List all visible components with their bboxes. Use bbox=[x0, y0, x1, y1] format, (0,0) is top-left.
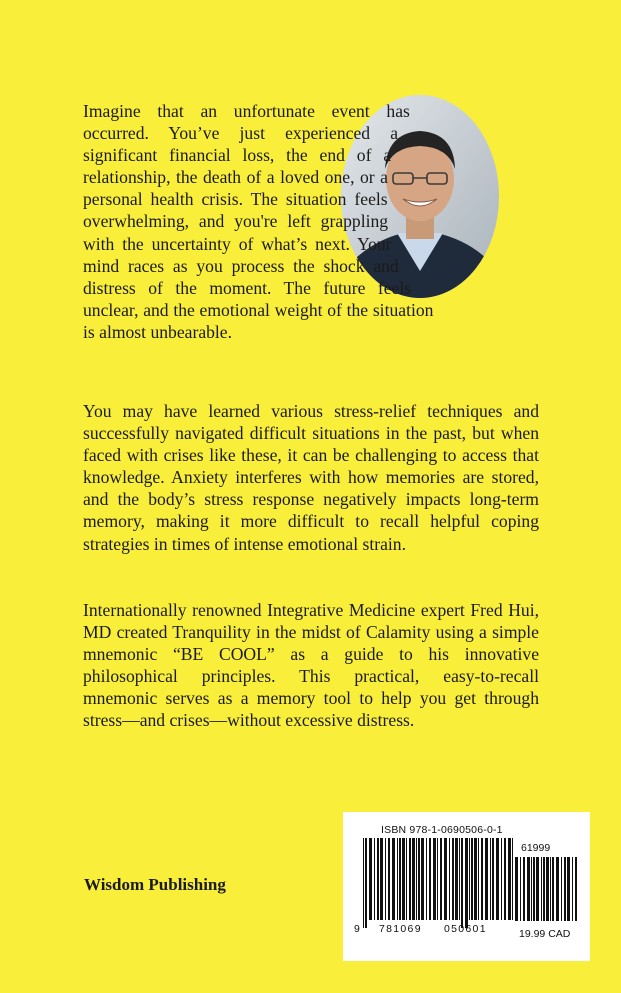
barcode-bar bbox=[567, 857, 570, 921]
blurb-paragraph bbox=[83, 599, 539, 732]
barcode-bar bbox=[440, 838, 442, 920]
blurb-paragraph bbox=[83, 100, 539, 343]
barcode-bar bbox=[575, 857, 577, 921]
barcode-bar bbox=[572, 857, 573, 921]
blurb-paragraph-3-text: Internationally renowned Integrative Medicine expert Fred Hui, MD created Tranquility in the midst of Calamity using a simple mnemonic “BE COOL” as a guide to his innovative philosophical principles. This practical, easy-to-recall mnemonic serves as a memory tool to help you get through stress—and crises—without excessive distress. bbox=[83, 600, 539, 731]
isbn-barcode bbox=[343, 812, 590, 961]
barcode-bar bbox=[471, 838, 473, 920]
barcode-bar bbox=[426, 838, 427, 920]
barcode-bar bbox=[433, 838, 436, 920]
barcode-bar bbox=[449, 838, 450, 920]
barcode-digits-right: 050601 bbox=[444, 923, 487, 935]
barcode-bar bbox=[492, 838, 494, 920]
barcode-bar bbox=[465, 838, 468, 928]
barcode-bar bbox=[444, 838, 447, 920]
barcode-bar bbox=[429, 838, 431, 920]
barcode-bar bbox=[474, 838, 477, 920]
barcode-bar bbox=[380, 838, 383, 920]
barcode-bar bbox=[541, 857, 542, 921]
barcode-bar bbox=[550, 857, 551, 921]
barcode-bar bbox=[490, 838, 491, 920]
barcode-bar bbox=[392, 838, 395, 920]
barcode-bar bbox=[543, 857, 545, 921]
barcode-bars bbox=[363, 838, 513, 930]
barcode-bar bbox=[416, 838, 417, 920]
barcode-bar bbox=[469, 838, 470, 920]
price-label: 19.99 CAD bbox=[519, 928, 571, 940]
isbn-label: ISBN 978-1-0690506-0-1 bbox=[381, 824, 503, 836]
barcode-bar bbox=[501, 838, 502, 920]
barcode-bar bbox=[374, 838, 375, 920]
barcode-bar bbox=[564, 857, 566, 921]
barcode-bar bbox=[485, 838, 488, 920]
barcode-bar bbox=[508, 838, 511, 920]
barcode-bar bbox=[385, 838, 386, 920]
barcode-bar bbox=[377, 838, 379, 920]
barcode-bar bbox=[512, 838, 513, 920]
barcode-bar bbox=[533, 857, 535, 921]
barcode-bar bbox=[412, 838, 415, 920]
barcode-bar bbox=[388, 838, 390, 920]
barcode-bar bbox=[552, 857, 554, 921]
barcode-bar bbox=[478, 838, 479, 920]
barcode-bar bbox=[409, 838, 411, 920]
barcode-bar bbox=[418, 838, 420, 920]
barcode-bar bbox=[437, 838, 438, 920]
barcode-bar bbox=[459, 838, 460, 920]
barcode-bar bbox=[406, 838, 407, 920]
barcode-addon-code: 61999 bbox=[521, 842, 551, 854]
barcode-bar bbox=[515, 857, 518, 921]
barcode-bar bbox=[365, 838, 367, 928]
barcode-bar bbox=[452, 838, 454, 920]
barcode-bar bbox=[536, 857, 539, 921]
blurb-paragraph bbox=[83, 400, 539, 555]
barcode-bar bbox=[421, 838, 424, 920]
addon-barcode-bars bbox=[515, 857, 577, 927]
blurb-paragraph-1-text: Imagine that an unfortunate event has occurred. You’ve just experienced a significant financial loss, the end of a relationship, the death of a loved one, or a personal health crisis. The situation feels overwhelming, and you're left grappling with the uncertainty of what’s next. Your mind races as you process the shock and distress of the moment. The future feels unclear, and the emotional weight of the situation is almost unbearable. bbox=[83, 101, 434, 342]
barcode-bar bbox=[546, 857, 549, 921]
barcode-digit-first: 9 bbox=[354, 923, 360, 935]
barcode-bar bbox=[461, 838, 463, 928]
barcode-bar bbox=[531, 857, 532, 921]
barcode-bar bbox=[455, 838, 458, 920]
blurb-paragraph-2-text: You may have learned various stress-relief techniques and successfully navigated difficult situations in the past, but when faced with crises like these, it can be challenging to access that knowledge. Anxiety interferes with how memories are stored, and the body’s stress response negatively impacts long-term memory, making it more difficult to recall helpful coping strategies in times of intense emotional strain. bbox=[83, 401, 539, 554]
barcode-bar bbox=[397, 838, 398, 920]
barcode-bar bbox=[561, 857, 562, 921]
barcode-bar bbox=[481, 838, 483, 920]
barcode-bar bbox=[402, 838, 405, 920]
barcode-bar bbox=[527, 857, 530, 921]
barcode-bar bbox=[520, 857, 521, 921]
barcode-bar bbox=[363, 838, 364, 928]
barcode-bar bbox=[556, 857, 559, 921]
barcode-bar bbox=[369, 838, 372, 920]
barcode-bar bbox=[399, 838, 401, 920]
barcode-bar bbox=[496, 838, 499, 920]
barcode-bar bbox=[523, 857, 525, 921]
publisher-name: Wisdom Publishing bbox=[84, 875, 226, 894]
barcode-bar bbox=[504, 838, 506, 920]
barcode-digits-left: 781069 bbox=[379, 923, 422, 935]
